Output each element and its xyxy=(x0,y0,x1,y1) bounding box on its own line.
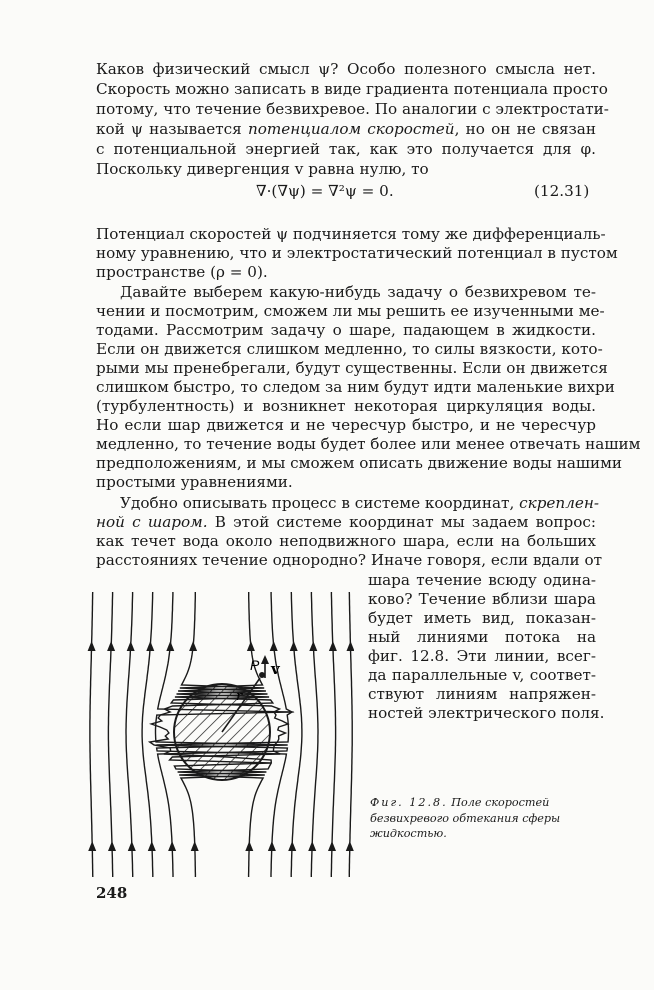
streamline-arrowhead xyxy=(191,841,199,851)
italic-term: ной с шаром. xyxy=(96,513,208,531)
text-line: слишком быстро, то следом за ним будут идти маленькие вихри xyxy=(96,378,615,396)
streamline-arrowhead xyxy=(247,641,255,651)
text-line: шара течение всюду одина- xyxy=(368,571,596,589)
text-line: Поскольку дивергенция v равна нулю, то xyxy=(96,160,429,178)
text-line: Каков физический смысл ψ? Особо полезного смысла нет. xyxy=(96,60,596,78)
equation-number: (12.31) xyxy=(534,182,590,200)
velocity-arrow-head xyxy=(261,655,269,664)
text-line: чении и посмотрим, сможем ли мы решить ее изученными ме- xyxy=(96,302,605,320)
streamline-arrowhead xyxy=(148,841,156,851)
text-line: Удобно описывать процесс в системе координат, скреплен- xyxy=(120,494,599,512)
label-r: r xyxy=(236,689,243,704)
italic-term: потенциалом скоростей xyxy=(247,120,455,138)
streamline xyxy=(311,592,318,877)
streamline-arrowhead xyxy=(288,841,296,851)
text-line: с потенциальной энергией так, как это получается для φ. xyxy=(96,140,596,158)
label-v: v xyxy=(271,660,280,678)
text-line: будет иметь вид, показан- xyxy=(368,609,596,627)
italic-term: скреплен- xyxy=(519,494,599,512)
streamline-arrowhead xyxy=(346,841,354,851)
streamline-arrowhead xyxy=(309,641,317,651)
streamline-arrowhead xyxy=(88,641,96,651)
streamline xyxy=(90,592,93,877)
flow-lines-figure xyxy=(82,582,354,882)
streamline-arrowhead xyxy=(146,641,154,651)
streamline-arrowhead xyxy=(166,641,174,651)
text-line: ствуют линиям напряжен- xyxy=(368,685,596,703)
text-line: Скорость можно записать в виде градиента потенциала просто xyxy=(96,80,608,98)
page-number: 248 xyxy=(96,884,128,902)
text-line: кой ψ называется потенциалом скоростей, но он не связан xyxy=(96,120,596,138)
text-line: пространстве (ρ = 0). xyxy=(96,263,268,281)
caption-text: Поле скоростей безвихревого обтекания сферы жидкостью. xyxy=(370,796,561,840)
text-line: предположениям, и мы сможем описать движение воды нашими xyxy=(96,454,623,472)
label-p: P xyxy=(250,657,260,673)
streamline-arrowhead xyxy=(328,841,336,851)
text-line: да параллельные v, соответ- xyxy=(368,666,596,684)
streamline-arrowhead xyxy=(245,841,253,851)
streamline-arrowhead xyxy=(108,841,116,851)
text-line: медленно, то течение воды будет более или менее отвечать нашим xyxy=(96,435,641,453)
text-line: (турбулентность) и возникнет некоторая циркуляция воды. xyxy=(96,397,596,415)
streamline-arrowhead xyxy=(290,641,298,651)
streamline-arrowhead xyxy=(88,841,96,851)
text-line: ной с шаром. В этой системе координат мы задаем вопрос: xyxy=(96,513,596,531)
figure-caption xyxy=(370,795,596,842)
text-line: тодами. Рассмотрим задачу о шаре, падающем в жидкости. xyxy=(96,321,596,339)
streamline-arrowhead xyxy=(329,641,337,651)
streamline xyxy=(126,592,133,877)
streamline xyxy=(291,592,302,877)
caption-label: Фиг. 12.8. xyxy=(370,796,448,809)
streamline-arrowhead xyxy=(308,841,316,851)
text-line: фиг. 12.8. Эти линии, всег- xyxy=(368,647,596,665)
text-line: Давайте выберем какую-нибудь задачу о безвихревом те- xyxy=(120,283,596,301)
text-line: ково? Течение вблизи шара xyxy=(368,590,596,608)
equation-formula: ∇·(∇ψ) = ∇²ψ = 0. xyxy=(256,182,394,200)
streamline-arrowhead xyxy=(168,841,176,851)
streamline xyxy=(108,592,112,877)
text-line: Потенциал скоростей ψ подчиняется тому же дифференциаль- xyxy=(96,225,606,243)
streamline-arrowhead xyxy=(268,841,276,851)
streamline xyxy=(142,592,153,877)
text-line: как течет вода около неподвижного шара, если на больших xyxy=(96,532,596,550)
text-line: простыми уравнениями. xyxy=(96,473,293,491)
text-line: Но если шар движется и не чересчур быстро, и не чересчур xyxy=(96,416,596,434)
text-line: ностей электрического поля. xyxy=(368,704,605,722)
point-p-marker xyxy=(259,672,265,678)
streamline-arrowhead xyxy=(189,641,197,651)
text-line: ному уравнению, что и электростатический потенциал в пустом xyxy=(96,244,618,262)
text-line: Если он движется слишком медленно, то силы вязкости, кото- xyxy=(96,340,603,358)
streamline xyxy=(349,592,352,877)
streamline-arrowhead xyxy=(128,841,136,851)
streamline-arrowhead xyxy=(347,641,355,651)
text-line: расстояниях течение однородно? Иначе говоря, если вдали от xyxy=(96,551,603,569)
streamline-arrowhead xyxy=(107,641,115,651)
streamline-arrowhead xyxy=(127,641,135,651)
text-line: потому, что течение безвихревое. По аналогии с электростати- xyxy=(96,100,609,118)
text-line: ный линиями потока на xyxy=(368,628,596,646)
streamline xyxy=(331,592,335,877)
streamline-arrowhead xyxy=(270,641,278,651)
text-line: рыми мы пренебрегали, будут существенны. Если он движется xyxy=(96,359,608,377)
